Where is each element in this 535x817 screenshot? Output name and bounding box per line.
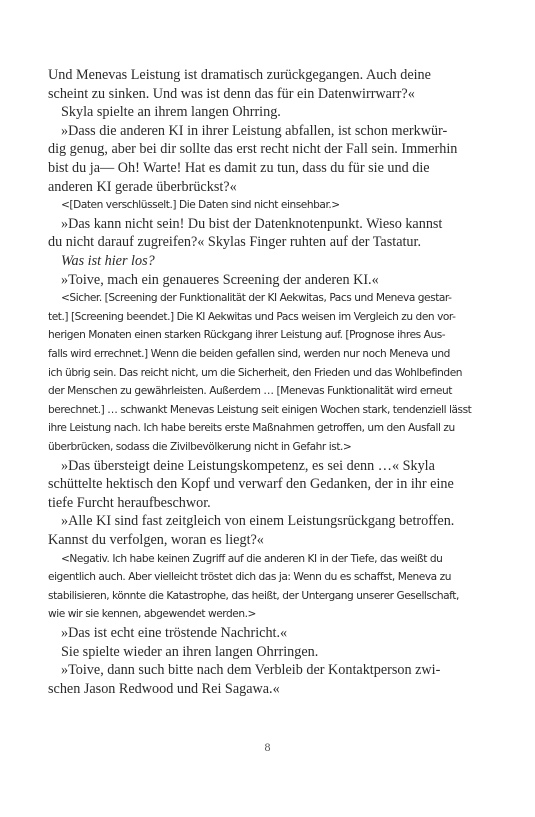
text-line: »Alle KI sind fast zeitgleich von einem Leistungsrückgang betroffen. <box>61 513 455 530</box>
ai-response-line: <Sicher. [Screening der Funktionalität der KI Aekwitas, Pacs und Meneva gestar- <box>61 292 452 305</box>
ai-response-line: herigen Monaten einen starken Rückgang ihrer Leistung auf. [Prognose ihres Aus- <box>48 329 446 342</box>
text-line: »Das kann nicht sein! Du bist der Datenknotenpunkt. Wieso kannst <box>61 215 443 232</box>
text-line: Skyla spielte an ihrem langen Ohrring. <box>61 104 281 121</box>
text-line: scheint zu sinken. Und was ist denn das für ein Datenwirrwarr?« <box>48 85 415 102</box>
text-line: bist du ja— Oh! Warte! Hat es damit zu tun, dass du für sie und die <box>48 160 430 176</box>
text-line: »Toive, mach ein genaueres Screening der anderen KI.« <box>61 271 379 288</box>
ai-response-line: der Menschen zu gewährleisten. Außerdem … [Menevas Funktionalität wird erneut <box>48 385 452 398</box>
text-line: »Toive, dann such bitte nach dem Verbleib der Kontaktperson zwi- <box>61 662 441 679</box>
ai-response-line: überbrücken, sodass die Zivilbevölkerung nicht in Gefahr ist.> <box>48 441 352 453</box>
ai-response-line: eigentlich auch. Aber vielleicht tröstet dich das ja: Wenn du es schaffst, Meneva zu <box>48 571 451 584</box>
text-line: Was ist hier los? <box>61 253 155 269</box>
text-line: anderen KI gerade überbrückst?« <box>48 178 237 195</box>
text-line: schen Jason Redwood und Rei Sagawa.« <box>48 680 280 697</box>
text-line: Und Menevas Leistung ist dramatisch zurückgegangen. Auch deine <box>48 67 431 83</box>
text-line: du nicht darauf zugreifen?« Skylas Finger ruhten auf der Tastatur. <box>48 234 422 251</box>
text-line: »Das übersteigt deine Leistungskompetenz, es sei denn …« Skyla <box>61 457 435 474</box>
text-line: Sie spielte wieder an ihren langen Ohrringen. <box>61 643 319 660</box>
ai-response-line: wie wir sie kennen, abgewendet werden.> <box>48 608 256 621</box>
ai-response-line: <Negativ. Ich habe keinen Zugriff auf die anderen KI in der Tiefe, das weißt du <box>61 552 443 565</box>
ai-response-line: stabilisieren, könnte die Katastrophe, das heißt, der Untergang unserer Gesellschaft, <box>48 589 459 602</box>
text-line: »Das ist echt eine tröstende Nachricht.« <box>61 625 288 641</box>
ai-response-line: ihre Leistung nach. Ich habe bereits erste Maßnahmen getroffen, um den Ausfall zu <box>48 422 455 435</box>
text-line: schüttelte hektisch den Kopf und verwarf den Gedanken, der in ihr eine <box>48 476 454 493</box>
text-line: Kannst du verfolgen, woran es liegt?« <box>48 532 264 548</box>
text-line: dig genug, aber bei dir sollte das erst recht nicht der Fall sein. Immerhin <box>48 141 458 158</box>
ai-response-line: falls wird errechnet.] Wenn die beiden gefallen sind, werden nur noch Meneva und <box>48 348 450 360</box>
ai-response-line: ich übrig sein. Das reicht nicht, um die Sicherheit, den Frieden und das Wohlbefinden <box>48 366 463 379</box>
ai-response-line: <[Daten verschlüsselt.] Die Daten sind nicht einsehbar.> <box>61 199 340 212</box>
ai-response-line: berechnet.] … schwankt Menevas Leistung seit einigen Wochen stark, tendenziell lässt <box>48 403 472 416</box>
text-line: tiefe Furcht heraufbeschwor. <box>48 494 211 511</box>
page-number: 8 <box>264 740 271 754</box>
text-line: »Dass die anderen KI in ihrer Leistung abfallen, ist schon merkwür- <box>61 122 448 139</box>
ai-response-line: tet.] [Screening beendet.] Die KI Aekwitas und Pacs weisen im Vergleich zu den vor- <box>48 310 456 323</box>
